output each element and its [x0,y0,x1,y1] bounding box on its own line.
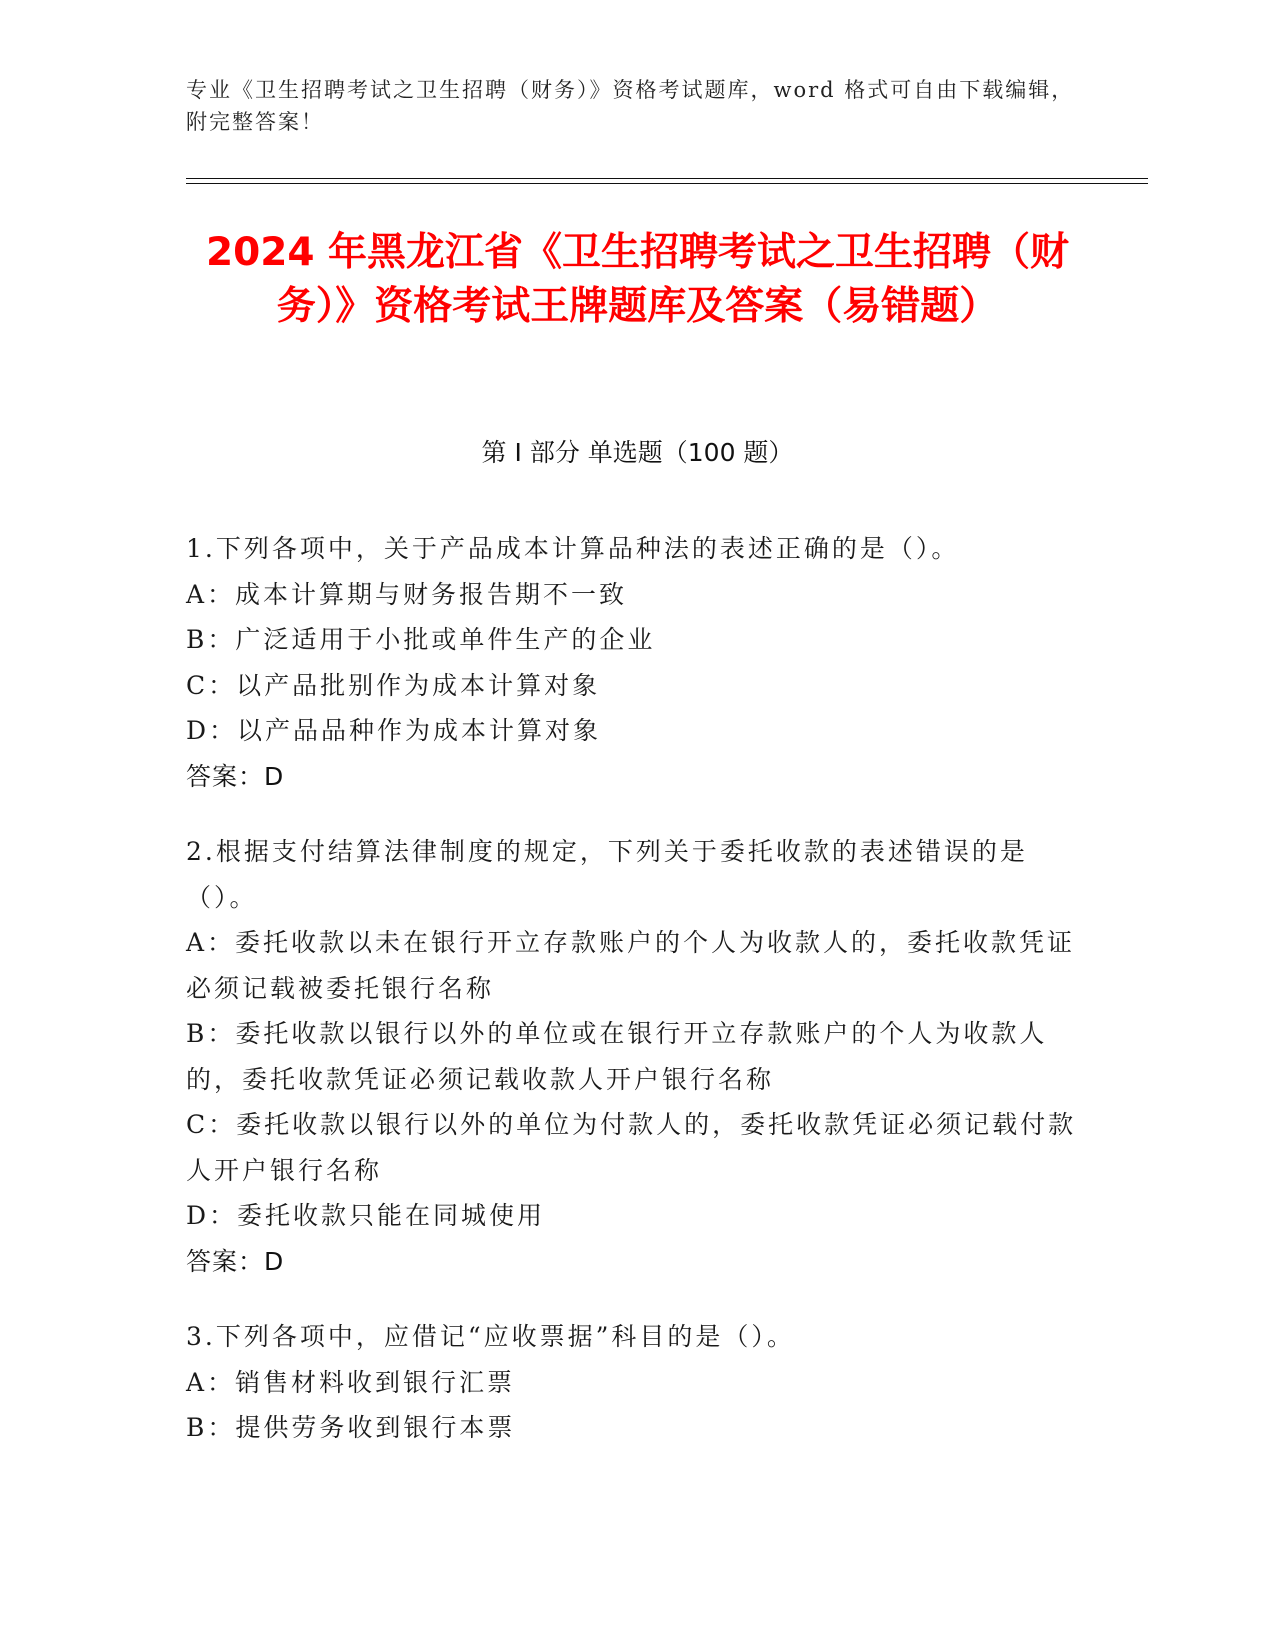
header-note: 专业《卫生招聘考试之卫生招聘（财务）》资格考试题库，word 格式可自由下载编辑，附完整答案！ [186,78,1075,134]
option-a: A：销售材料收到银行汇票 [186,1367,516,1397]
answer-line: 答案：D [186,761,285,791]
option-c: C：委托收款以银行以外的单位为付款人的，委托收款凭证必须记载付款人开户银行名称 [186,1110,1077,1185]
question-3 [186,1314,1081,1451]
option-a: A：成本计算期与财务报告期不一致 [186,579,628,609]
option-c: C：以产品批别作为成本计算对象 [186,670,601,700]
question-2 [186,829,1081,1284]
document-title: 2024 年黑龙江省《卫生招聘考试之卫生招聘（财务）》资格考试王牌题库及答案（易错题） [205,230,1070,329]
question-list [186,526,1081,1481]
question-stem: 3.下列各项中，应借记“应收票据”科目的是（）。 [186,1322,795,1351]
question-1 [186,526,1081,799]
question-stem: 2.根据支付结算法律制度的规定，下列关于委托收款的表述错误的是（）。 [186,837,1028,912]
answer-line: 答案：D [186,1246,285,1276]
section-heading: 第 I 部分 单选题（100 题） [481,438,794,467]
option-d: D：以产品品种作为成本计算对象 [186,716,602,745]
option-b: B：广泛适用于小批或单件生产的企业 [186,625,656,654]
question-stem: 1.下列各项中，关于产品成本计算品种法的表述正确的是（）。 [186,534,960,563]
option-d: D：委托收款只能在同城使用 [186,1201,546,1230]
option-b: B：委托收款以银行以外的单位或在银行开立存款账户的个人为收款人的，委托收款凭证必须记载收款人开户银行名称 [186,1019,1048,1094]
header-divider-top [186,178,1148,179]
option-b: B：提供劳务收到银行本票 [186,1413,516,1442]
header-divider-bottom [186,183,1148,184]
option-a: A：委托收款以未在银行开立存款账户的个人为收款人的，委托收款凭证必须记载被委托银行名称 [186,928,1076,1003]
